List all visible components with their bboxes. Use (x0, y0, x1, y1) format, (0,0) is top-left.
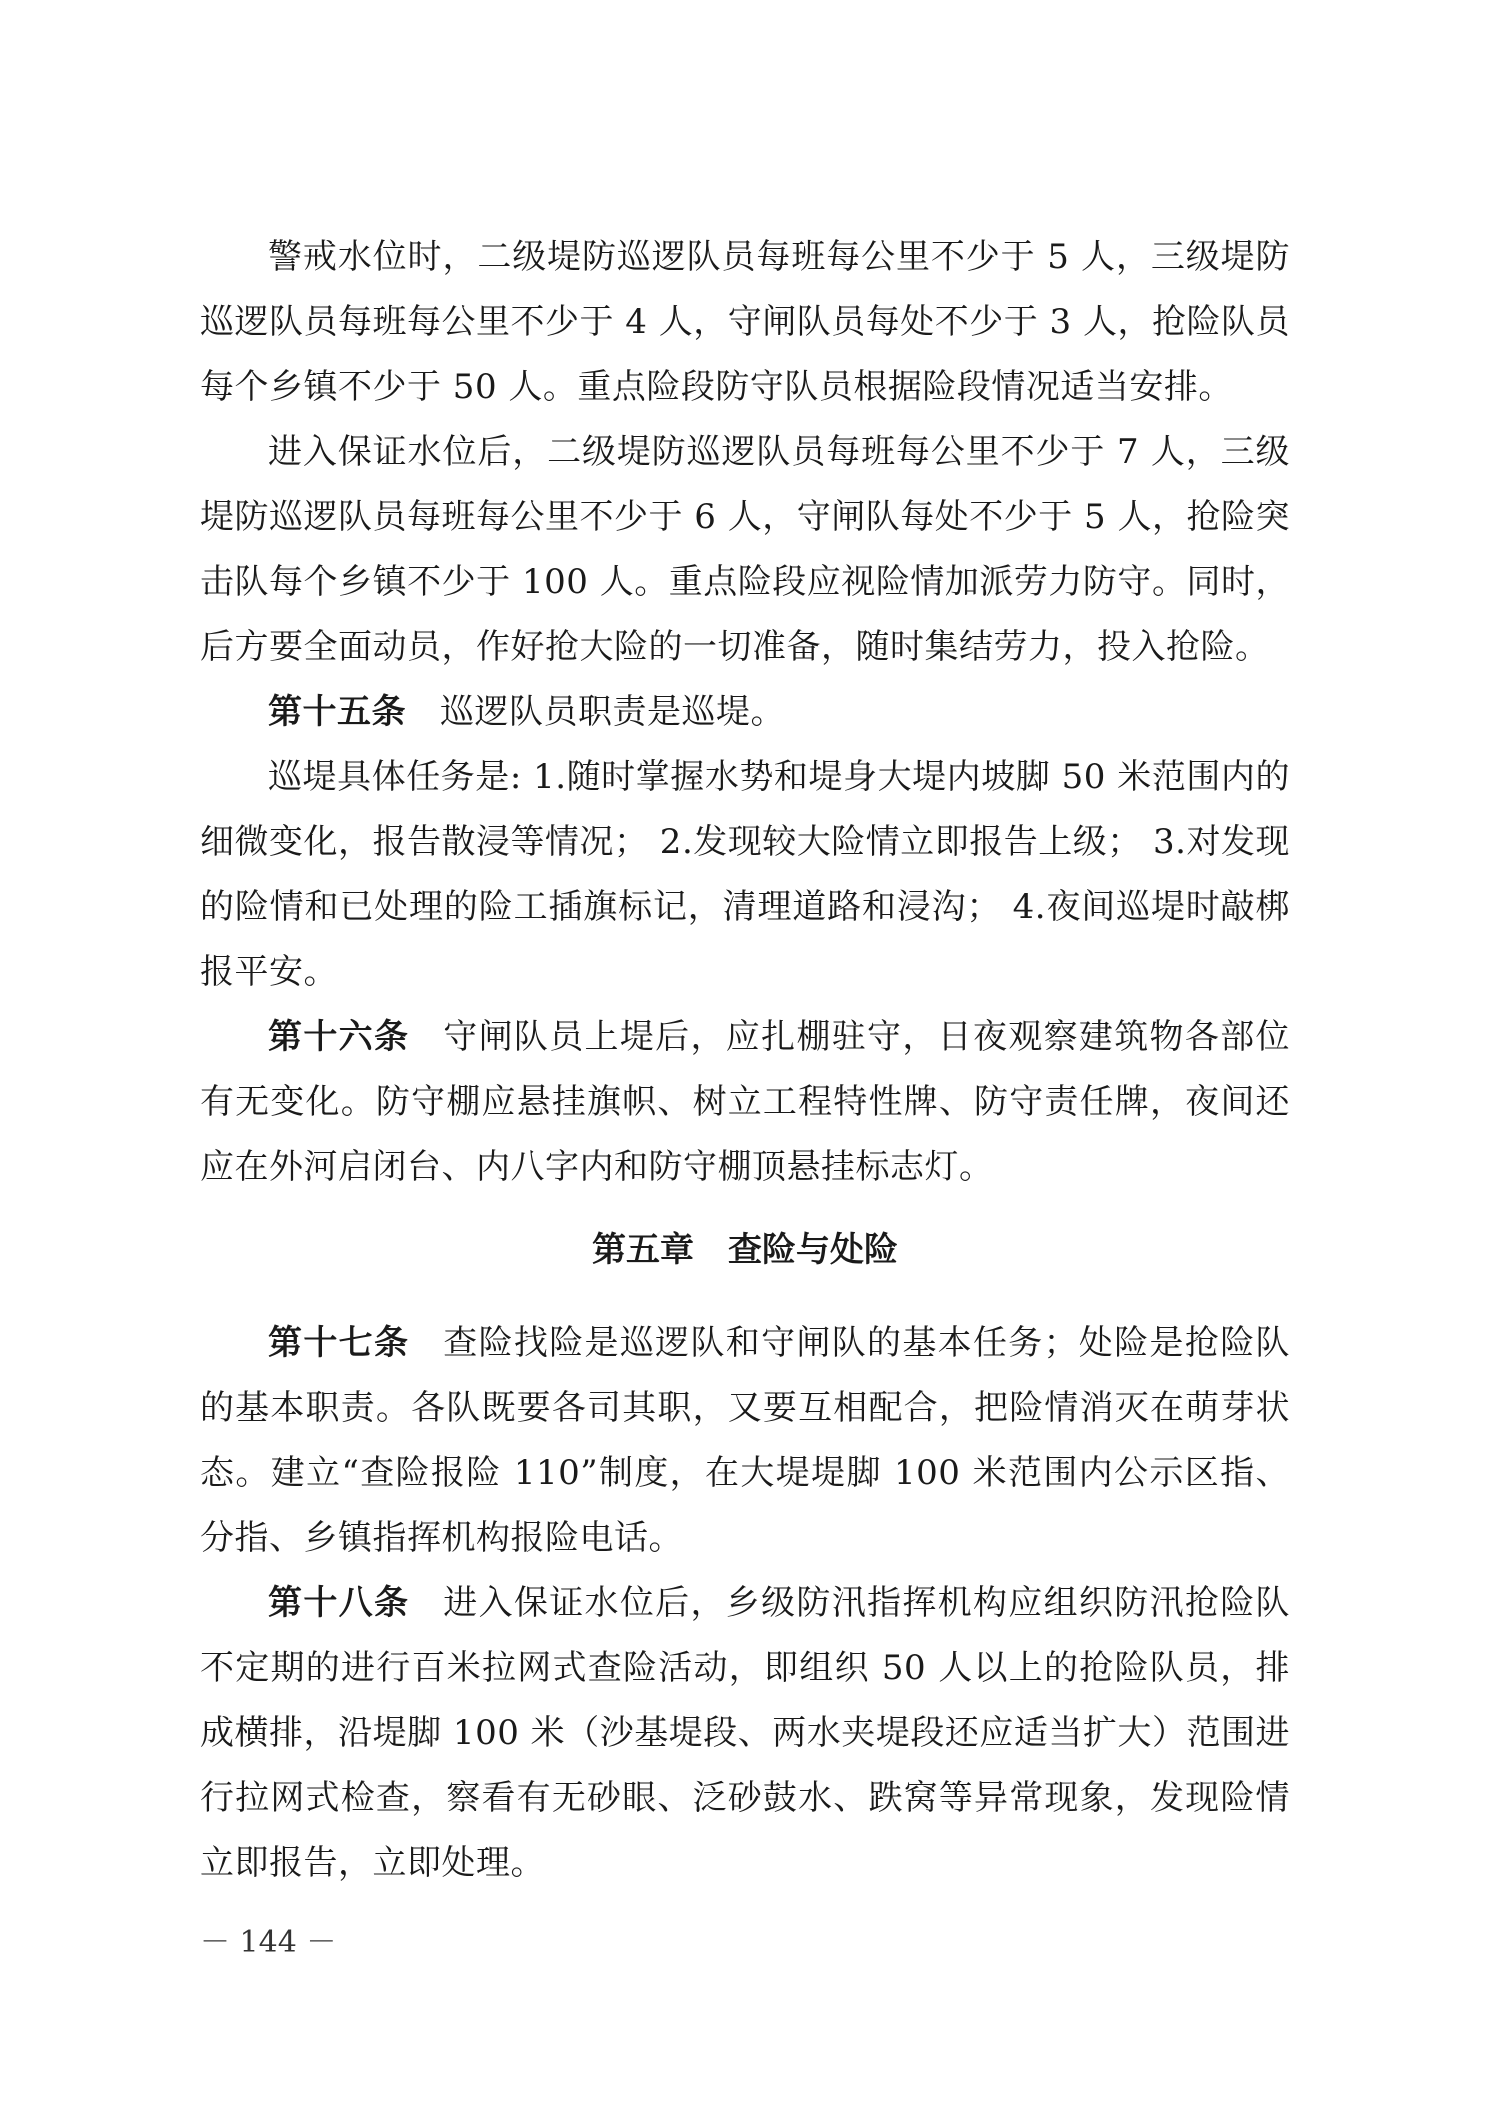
article-16 (200, 1005, 1290, 1200)
article-18-text: 进入保证水位后，乡级防汛指挥机构应组织防汛抢险队不定期的进行百米拉网式查险活动，即组织 50 人以上的抢险队员，排成横排，沿堤脚 100 米（沙基堤段、两水夹堤段还应适当扩大）范围进行拉网式检查，察看有无砂眼、泛砂鼓水、跌窝等异常现象，发现险情立即报告，立即处理。 (200, 1583, 1291, 1883)
article-18 (200, 1571, 1290, 1896)
article-15-text: 巡逻队员职责是巡堤。 (440, 692, 785, 732)
article-17-number: 第十七条 (268, 1323, 410, 1363)
paragraph-guarantee-level: 进入保证水位后，二级堤防巡逻队员每班每公里不少于 7 人，三级堤防巡逻队员每班每公里不少于 6 人，守闸队每处不少于 5 人，抢险突击队每个乡镇不少于 100 人。重点险段应视险情加派劳力防守。同时，后方要全面动员，作好抢大险的一切准备，随时集结劳力，投入抢险。 (200, 432, 1290, 667)
paragraph-warning-level: 警戒水位时，二级堤防巡逻队员每班每公里不少于 5 人，三级堤防巡逻队员每班每公里不少于 4 人，守闸队员每处不少于 3 人，抢险队员每个乡镇不少于 50 人。重点险段防守队员根据险段情况适当安排。 (200, 237, 1290, 407)
article-16-text: 守闸队员上堤后，应扎棚驻守，日夜观察建筑物各部位有无变化。防守棚应悬挂旗帜、树立工程特性牌、防守责任牌，夜间还应在外河启闭台、内八字内和防守棚顶悬挂标志灯。 (200, 1017, 1291, 1187)
article-15-number: 第十五条 (268, 692, 406, 732)
article-16-number: 第十六条 (268, 1017, 410, 1057)
article-15 (200, 680, 1290, 745)
chapter-number: 第五章 (592, 1230, 694, 1270)
page-body (200, 225, 1290, 1896)
article-18-number: 第十八条 (268, 1583, 410, 1623)
article-17 (200, 1311, 1290, 1571)
chapter-title: 查险与处险 (728, 1230, 898, 1270)
chapter-heading (200, 1200, 1290, 1311)
article-17-text: 查险找险是巡逻队和守闸队的基本任务；处险是抢险队的基本职责。各队既要各司其职，又要互相配合，把险情消灭在萌芽状态。建立“查险报险 110”制度，在大堤堤脚 100 米范围内公示区指、分指、乡镇指挥机构报险电话。 (200, 1323, 1291, 1558)
page-number: － 144 － (200, 1925, 337, 1960)
paragraph-patrol-tasks: 巡堤具体任务是: 1.随时掌握水势和堤身大堤内坡脚 50 米范围内的细微变化，报告散浸等情况； 2.发现较大险情立即报告上级； 3.对发现的险情和已处理的险工插旗标记，清理道路和浸沟； 4.夜间巡堤时敲梆报平安。 (200, 757, 1290, 992)
